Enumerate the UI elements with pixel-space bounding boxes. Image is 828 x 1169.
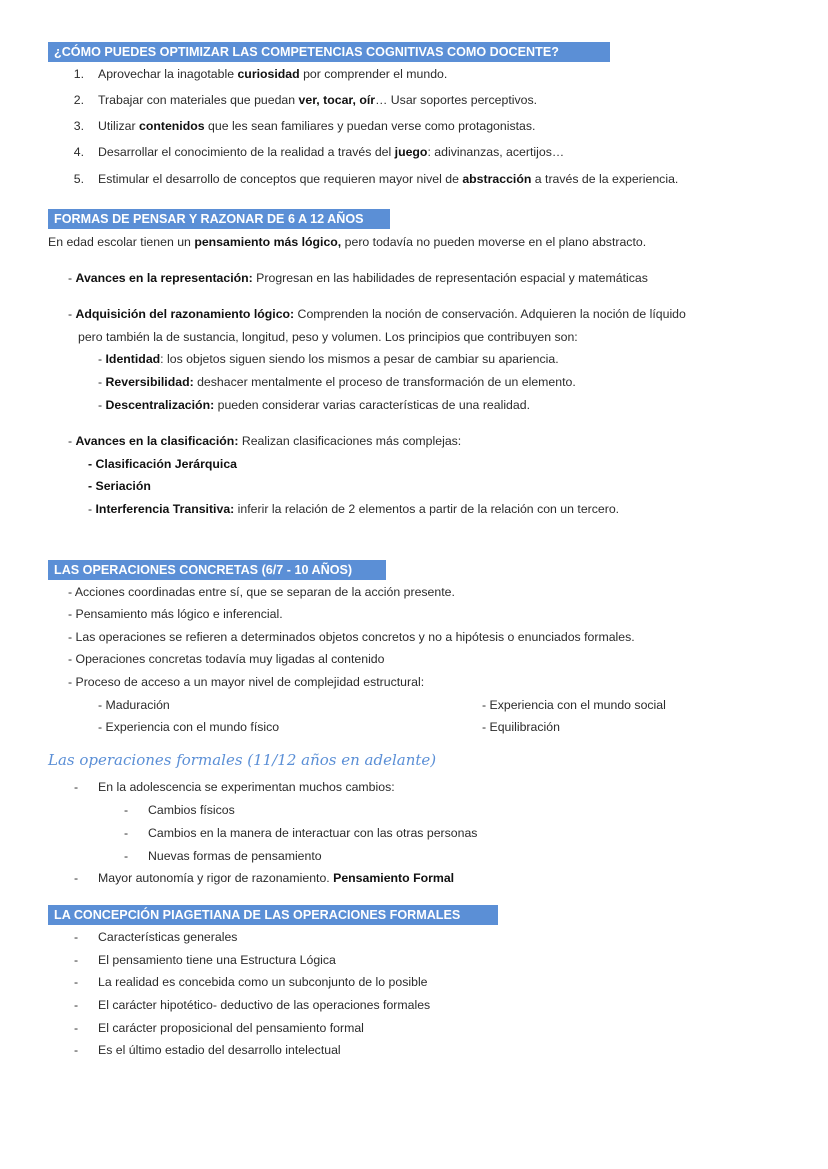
list-item: Mayor autonomía y rigor de razonamiento. Pensamiento Formal <box>98 871 455 885</box>
list-item: - Las operaciones se refieren a determinados objetos concretos y no a hipótesis o enunciados formales. <box>68 630 635 644</box>
list-item: - Proceso de acceso a un mayor nivel de complejidad estructural: <box>68 675 425 689</box>
clas-item-seriacion: - Seriación <box>88 479 151 493</box>
dash-bullet: - <box>74 1043 79 1057</box>
sub-item: Cambios físicos <box>148 803 235 817</box>
sub-item: Cambios en la manera de interactuar con las otras personas <box>148 826 478 840</box>
section-title-operaciones-formales: Las operaciones formales (11/12 años en adelante) <box>48 751 437 769</box>
clas-item-jerarquica: - Clasificación Jerárquica <box>88 457 237 471</box>
list-item: En la adolescencia se experimentan muchos cambios: <box>98 780 395 794</box>
list-item: - Pensamiento más lógico e inferencial. <box>68 607 283 621</box>
section-header-optimizar: ¿CÓMO PUEDES OPTIMIZAR LAS COMPETENCIAS COGNITIVAS COMO DOCENTE? <box>48 42 610 62</box>
dash-bullet: - <box>74 871 79 885</box>
dash-bullet: - <box>124 803 129 817</box>
avances-clasificacion: - Avances en la clasificación: Realizan clasificaciones más complejas: <box>68 434 462 448</box>
list-item: La realidad es concebida como un subconjunto de lo posible <box>98 975 428 989</box>
list-item: El carácter proposicional del pensamiento formal <box>98 1021 364 1035</box>
list-item: - Operaciones concretas todavía muy ligadas al contenido <box>68 652 385 666</box>
sub-item: - Maduración <box>98 698 170 712</box>
dash-bullet: - <box>74 1021 79 1035</box>
dash-bullet: - <box>74 975 79 989</box>
principle-descentralizacion: - Descentralización: pueden considerar varias características de una realidad. <box>98 398 530 412</box>
sub-item: - Experiencia con el mundo físico <box>98 720 280 734</box>
list-item: El pensamiento tiene una Estructura Lógica <box>98 953 336 967</box>
list-item: Es el último estadio del desarrollo intelectual <box>98 1043 341 1057</box>
list-item: - Acciones coordinadas entre sí, que se separan de la acción presente. <box>68 585 455 599</box>
sub-item: - Equilibración <box>482 720 560 734</box>
section-header-concepcion-piagetiana: LA CONCEPCIÓN PIAGETIANA DE LAS OPERACIONES FORMALES <box>48 905 498 925</box>
sub-item: Nuevas formas de pensamiento <box>148 849 322 863</box>
dash-bullet: - <box>74 998 79 1012</box>
adquisicion-razonamiento: - Adquisición del razonamiento lógico: Comprenden la noción de conservación. Adquieren la noción de líquido <box>68 307 686 321</box>
clas-item-transitiva: - Interferencia Transitiva: inferir la relación de 2 elementos a partir de la relación con un tercero. <box>88 502 620 516</box>
list-item: Características generales <box>98 930 238 944</box>
intro-paragraph: En edad escolar tienen un pensamiento más lógico, pero todavía no pueden moverse en el plano abstracto. <box>48 235 647 249</box>
sub-item: - Experiencia con el mundo social <box>482 698 666 712</box>
section-header-formas-de-pensar: FORMAS DE PENSAR Y RAZONAR DE 6 A 12 AÑOS <box>48 209 390 229</box>
adquisicion-razonamiento-line2: pero también la de sustancia, longitud, peso y volumen. Los principios que contribuyen son: <box>78 330 578 344</box>
dash-bullet: - <box>74 953 79 967</box>
principle-reversibilidad: - Reversibilidad: deshacer mentalmente el proceso de transformación de un elemento. <box>98 375 576 389</box>
dash-bullet: - <box>124 849 129 863</box>
dash-bullet: - <box>124 826 129 840</box>
principle-identidad: - Identidad: los objetos siguen siendo los mismos a pesar de cambiar su apariencia. <box>98 352 559 366</box>
avances-representacion: - Avances en la representación: Progresan en las habilidades de representación espacial y matemáticas <box>68 271 648 285</box>
dash-bullet: - <box>74 780 79 794</box>
section-header-operaciones-concretas: LAS OPERACIONES CONCRETAS (6/7 - 10 AÑOS) <box>48 560 386 580</box>
dash-bullet: - <box>74 930 79 944</box>
list-item: El carácter hipotético- deductivo de las operaciones formales <box>98 998 431 1012</box>
